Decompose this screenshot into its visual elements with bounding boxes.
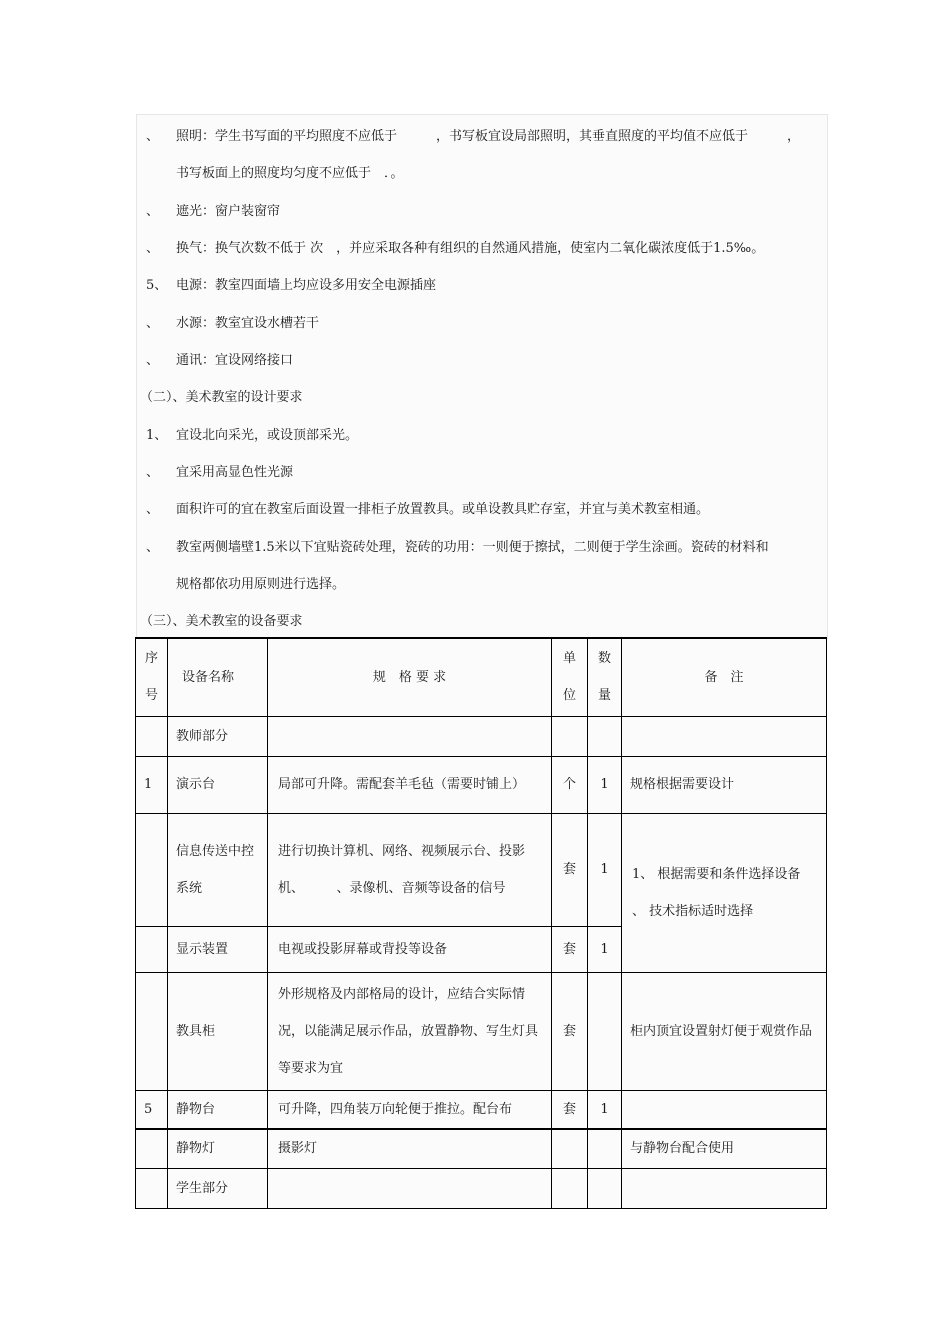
text-line: 、 面积许可的宜在教室后面设置一排柜子放置教具。或单设教具贮存室，并宜与美术教室相通。: [146, 502, 710, 517]
text-line: 5、 电源：教室四面墙上均应设多用安全电源插座: [146, 278, 437, 293]
section-heading: （三）、美术教室的设备要求: [140, 614, 303, 629]
table-row: 教具柜 外形规格及内部格局的设计，应结合实际情况，以能满足展示作品，放置静物、写生灯具等要求为宜 套 柜内顶宜设置射灯便于观赏作品: [136, 972, 827, 1090]
text-line: 、 换气：换气次数不低于 次 ，并应采取各种有组织的自然通风措施，使室内二氧化碳浓度低于1.5‰。: [146, 241, 765, 256]
header-seq: 序 号: [136, 638, 168, 716]
text-line: 、 水源：教室宜设水槽若干: [146, 316, 320, 331]
text-line: 书写板面上的照度均匀度不应低于 ．。: [176, 166, 404, 181]
table-row: 5 静物台 可升降，四角装万向轮便于推拉。配台布 套 1: [136, 1090, 827, 1129]
table-row: 教师部分: [136, 716, 827, 756]
equipment-table: [135, 637, 827, 1209]
text-line: 、 通讯：宜设网络接口: [146, 353, 294, 368]
header-qty: 数 量: [588, 638, 622, 716]
text-line: 、 照明：学生书写面的平均照度不应低于 ，书写板宜设局部照明，其垂直照度的平均值不应低于 ，: [146, 129, 801, 144]
text-line: 、 教室两侧墙壁1.5米以下宜贴瓷砖处理，瓷砖的功用：一则便于擦拭，二则便于学生涂画。瓷砖的材料和: [146, 540, 769, 555]
page-background: [136, 114, 828, 639]
table-row: 1 演示台 局部可升降。需配套羊毛毡（需要时铺上） 个 1 规格根据需要设计: [136, 756, 827, 813]
table-row: 静物灯 摄影灯 与静物台配合使用: [136, 1129, 827, 1169]
text-line: 、 遮光：窗户装窗帘: [146, 204, 281, 219]
section-heading: （二）、美术教室的设计要求: [140, 390, 303, 405]
table-row: 学生部分: [136, 1169, 827, 1209]
header-name: 设备名称: [168, 638, 268, 716]
text-line: 1、 宜设北向采光，或设顶部采光。: [146, 428, 359, 443]
header-spec: 规 格 要 求: [268, 638, 552, 716]
table-row: 信息传送中控系统 进行切换计算机、网络、视频展示台、投影机、 、录像机、音频等设备的信号 套 1 1、 根据需要和条件选择设备 、 技术指标适时选择: [136, 813, 827, 926]
table-row: 显示装置 电视或投影屏幕或背投等设备 套 1: [136, 926, 827, 972]
header-unit: 单 位: [552, 638, 588, 716]
header-note: 备 注: [622, 638, 827, 716]
text-line: 规格都依功用原则进行选择。: [176, 577, 346, 592]
table-header-row: [136, 638, 827, 716]
text-line: 、 宜采用高显色性光源: [146, 465, 294, 480]
